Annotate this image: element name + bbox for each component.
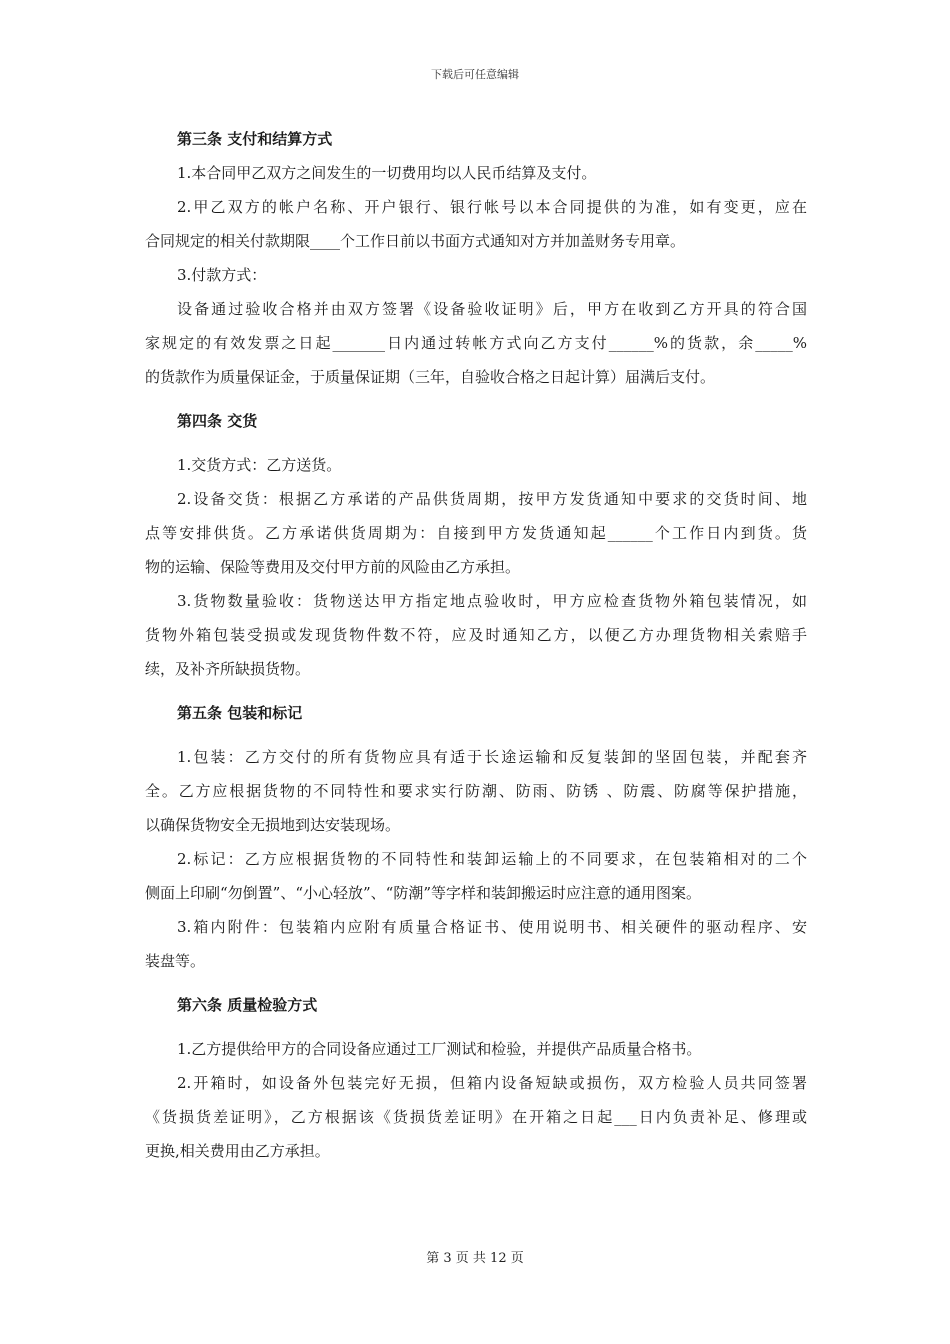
paragraph-line: 家规定的有效发票之日起_______日内通过转帐方式向乙方支付______%的货款，余_____% (145, 334, 807, 352)
paragraph-line: 2.标记：乙方应根据货物的不同特性和装卸运输上的不同要求，在包装箱相对的二个 (177, 850, 807, 868)
paragraph-line: 3.货物数量验收：货物送达甲方指定地点验收时，甲方应检查货物外箱包装情况，如 (177, 592, 807, 610)
clause-paragraph (145, 1066, 807, 1168)
section-gap (145, 978, 807, 988)
section-gap (145, 686, 807, 696)
paragraph-line: 更换,相关费用由乙方承担。 (145, 1142, 330, 1160)
heading-gap (145, 730, 807, 740)
section-gap (145, 394, 807, 404)
paragraph-line: 续，及补齐所缺损货物。 (145, 660, 311, 678)
paragraph-line: 的货款作为质量保证金，于质量保证期（三年，自验收合格之日起计算）届满后支付。 (145, 368, 716, 386)
contract-section (145, 686, 807, 978)
paragraph-line: 3.箱内附件：包装箱内应附有质量合格证书、使用说明书、相关硬件的驱动程序、安 (177, 918, 807, 936)
page-header: 下载后可任意编辑 (431, 68, 519, 81)
paragraph-line: 以确保货物安全无损地到达安装现场。 (145, 816, 401, 834)
page-footer: 第 3 页 共 12 页 (426, 1251, 524, 1266)
section-heading: 第三条 支付和结算方式 (177, 130, 333, 148)
document-body (145, 122, 807, 1168)
clause-paragraph (145, 292, 807, 394)
clause-paragraph (145, 258, 807, 292)
paragraph-line: 点等安排供货。乙方承诺供货周期为：自接到甲方发货通知起______个工作日内到货。货 (145, 524, 807, 542)
paragraph-line: 全。乙方应根据货物的不同特性和要求实行防潮、防雨、防锈 、防震、防腐等保护措施， (145, 782, 807, 800)
heading-gap (145, 1022, 807, 1032)
paragraph-line: 物的运输、保险等费用及交付甲方前的风险由乙方承担。 (145, 558, 521, 576)
paragraph-line: 合同规定的相关付款期限____个工作日前以书面方式通知对方并加盖财务专用章。 (145, 232, 686, 250)
paragraph-line: 2.甲乙双方的帐户名称、开户银行、银行帐号以本合同提供的为准，如有变更，应在 (177, 198, 807, 216)
paragraph-line: 设备通过验收合格并由双方签署《设备验收证明》后，甲方在收到乙方开具的符合国 (177, 300, 807, 318)
clause-paragraph (145, 842, 807, 910)
paragraph-line: 2.开箱时，如设备外包装完好无损，但箱内设备短缺或损伤，双方检验人员共同签署 (177, 1074, 807, 1092)
clause-paragraph (145, 190, 807, 258)
clause-paragraph (145, 156, 807, 190)
contract-section (145, 394, 807, 686)
section-heading: 第五条 包装和标记 (177, 704, 303, 722)
paragraph-line: 3.付款方式： (177, 266, 267, 284)
clause-paragraph (145, 910, 807, 978)
paragraph-line: 1.包装：乙方交付的所有货物应具有适于长途运输和反复装卸的坚固包装，并配套齐 (177, 748, 807, 766)
clause-paragraph (145, 740, 807, 842)
section-heading: 第四条 交货 (177, 412, 258, 430)
paragraph-line: 装盘等。 (145, 952, 206, 970)
paragraph-line: 1.乙方提供给甲方的合同设备应通过工厂测试和检验，并提供产品质量合格书。 (177, 1040, 702, 1058)
clause-paragraph (145, 448, 807, 482)
contract-section (145, 978, 807, 1168)
contract-section (145, 122, 807, 394)
clause-paragraph (145, 482, 807, 584)
clause-paragraph (145, 1032, 807, 1066)
paragraph-line: 1.本合同甲乙双方之间发生的一切费用均以人民币结算及支付。 (177, 164, 597, 182)
paragraph-line: 1.交货方式：乙方送货。 (177, 456, 342, 474)
section-heading: 第六条 质量检验方式 (177, 996, 318, 1014)
paragraph-line: 《货损货差证明》，乙方根据该《货损货差证明》在开箱之日起___日内负责补足、修理或 (145, 1108, 807, 1126)
paragraph-line: 货物外箱包装受损或发现货物件数不符，应及时通知乙方，以便乙方办理货物相关索赔手 (145, 626, 807, 644)
clause-paragraph (145, 584, 807, 686)
paragraph-line: 2.设备交货：根据乙方承诺的产品供货周期，按甲方发货通知中要求的交货时间、地 (177, 490, 807, 508)
paragraph-line: 侧面上印刷“勿倒置”、“小心轻放”、“防潮”等字样和装卸搬运时应注意的通用图案。 (145, 884, 702, 902)
heading-gap (145, 438, 807, 448)
